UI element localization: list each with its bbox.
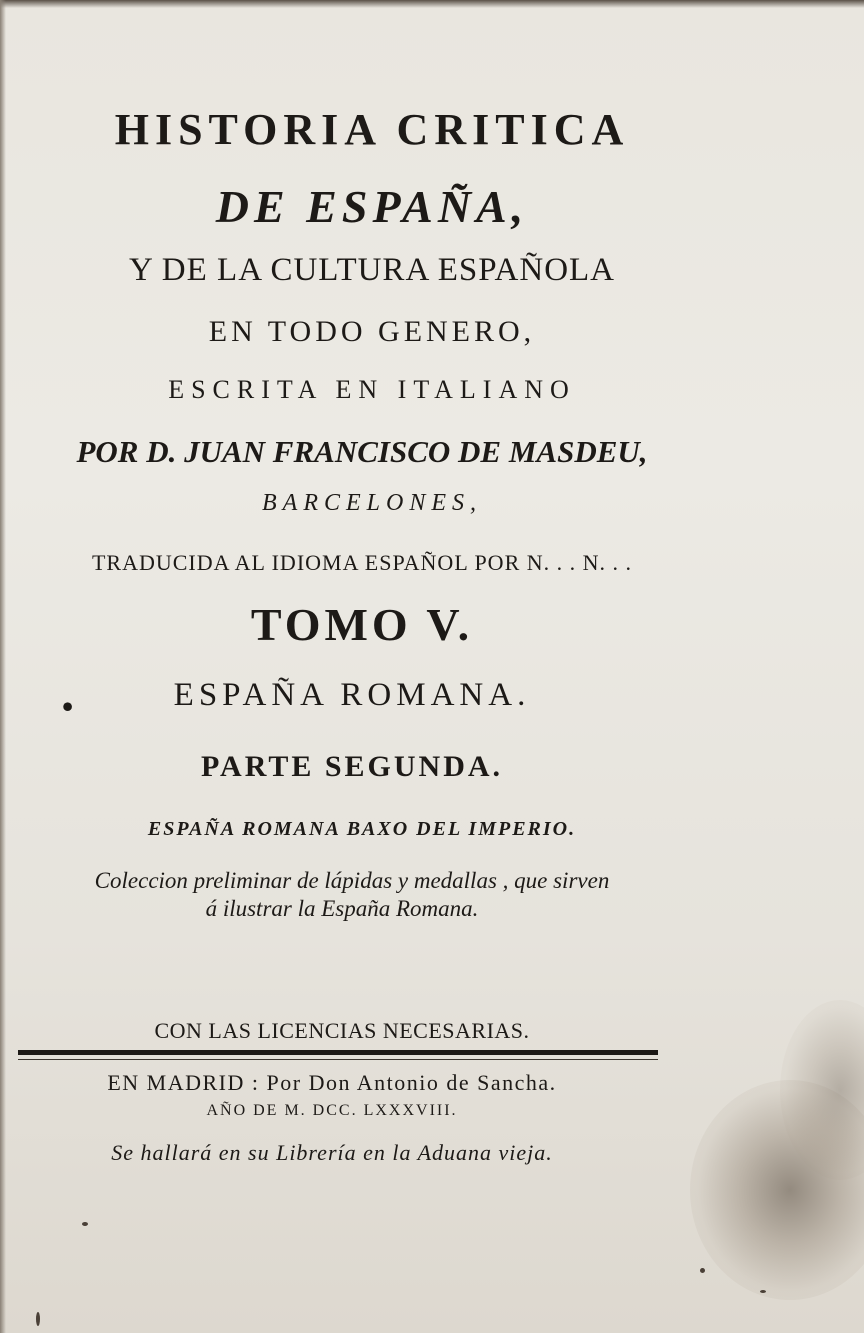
volume-subtitle: ESPAÑA ROMANA BAXO DEL IMPERIO. [147,818,577,840]
publisher-line: EN MADRID : Por Don Antonio de Sancha. [107,1070,557,1095]
imprint-rule-thin [18,1059,658,1060]
paper-speck [700,1268,705,1273]
licence-line: CON LAS LICENCIAS NECESARIAS. [154,1018,530,1043]
paper-speck [760,1290,766,1293]
title-line-4: EN TODO GENERO, [208,315,536,348]
title-line-3: Y DE LA CULTURA ESPAÑOLA [128,252,616,288]
description-line-1: Coleccion preliminar de lápidas y medallas , que sirven [94,868,610,893]
title-line-5: ESCRITA EN ITALIANO [168,375,576,404]
volume-number: TOMO V. [250,599,474,650]
author-origin: BARCELONES, [262,490,482,516]
title-line-1: HISTORIA CRITICA [114,105,630,154]
description-line-2: á ilustrar la España Romana. [205,896,479,921]
title-line-2: DE ESPAÑA, [215,181,529,232]
year-line: AÑO DE M. DCC. LXXXVIII. [206,1102,458,1119]
translator-line: TRADUCIDA AL IDIOMA ESPAÑOL POR N. . . N. . . [91,550,633,575]
paper-speck [82,1222,88,1226]
page-top-edge [0,0,864,8]
bullet-mark: • [62,688,74,724]
imprint-rule-thick [18,1050,658,1055]
paper-speck [36,1312,40,1326]
author-line: POR D. JUAN FRANCISCO DE MASDEU, [76,434,648,469]
bookseller-line: Se hallará en su Librería en la Aduana vieja. [111,1140,553,1165]
part-label: PARTE SEGUNDA. [200,750,504,783]
volume-subject: ESPAÑA ROMANA. [173,677,531,713]
